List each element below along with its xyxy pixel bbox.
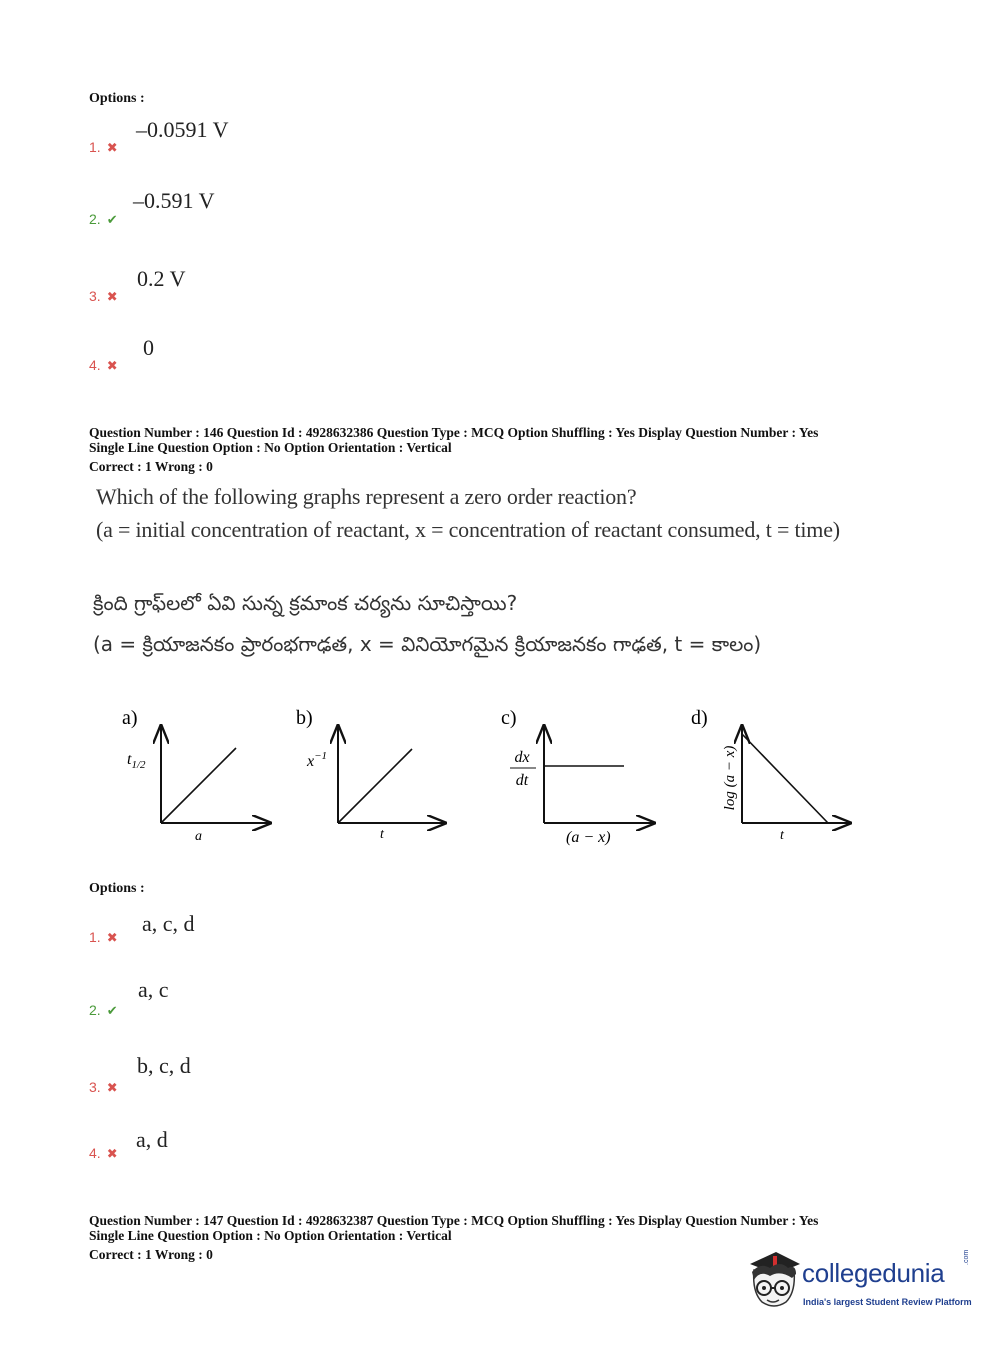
axis-label-y: log (a − x) — [722, 745, 738, 811]
graphs-figure — [100, 700, 880, 860]
question-meta — [89, 425, 818, 474]
option-number: 4. — [89, 1145, 101, 1161]
meta-line: Single Line Question Option : No Option Orientation : Vertical — [89, 1228, 452, 1243]
cross-icon: ✖ — [106, 1081, 118, 1096]
graph-letter: c) — [501, 707, 517, 729]
option-number: 4. — [89, 357, 101, 373]
option-number: 3. — [89, 288, 101, 304]
option-text: a, c, d — [142, 911, 195, 936]
option-text: –0.0591 V — [136, 117, 229, 142]
question-text-te: క్రింది గ్రాఫ్‌లలో ఏవి సున్న క్రమాంక చర్యను సూచిస్తాయి? — [93, 591, 518, 615]
axis-label-y: dx — [514, 749, 530, 766]
options-label: Options : — [89, 91, 145, 106]
option-row-2[interactable] — [89, 211, 118, 229]
meta-line: Question Number : 147 Question Id : 4928632387 Question Type : MCQ Option Shuffling : Yes Display Question Number : Yes — [89, 1213, 819, 1228]
axis-label-x: a — [195, 829, 202, 844]
cross-icon: ✖ — [106, 141, 118, 156]
question-meta — [89, 1213, 818, 1262]
option-number: 1. — [89, 929, 101, 945]
graph-b — [296, 707, 445, 842]
cross-icon: ✖ — [106, 1147, 118, 1162]
graph-letter: b) — [296, 707, 313, 729]
mascot-icon — [740, 1248, 802, 1314]
option-row-2[interactable] — [89, 1002, 118, 1020]
logo-dotcom: .com — [963, 1249, 970, 1265]
cross-icon: ✖ — [106, 931, 118, 946]
cross-icon: ✖ — [106, 290, 118, 305]
cross-icon: ✖ — [106, 359, 118, 374]
options-label: Options : — [89, 881, 145, 896]
option-text: 0.2 V — [137, 266, 186, 291]
option-text: b, c, d — [137, 1053, 191, 1078]
meta-line: Single Line Question Option : No Option Orientation : Vertical — [89, 440, 452, 455]
question-text-te: (a = క్రియాజనకం ప్రారంభగాఢత, x = వినియోగమైన క్రియాజనకం గాఢత, t = కాలం) — [93, 632, 762, 656]
graph-a — [122, 707, 270, 844]
meta-line: Correct : 1 Wrong : 0 — [89, 459, 213, 474]
option-text: –0.591 V — [133, 188, 215, 213]
axis-label-y: dt — [515, 772, 529, 789]
option-text: a, d — [136, 1127, 168, 1152]
option-row-3[interactable] — [89, 288, 118, 306]
option-number: 1. — [89, 139, 101, 155]
meta-line: Question Number : 146 Question Id : 4928632386 Question Type : MCQ Option Shuffling : Yes Display Question Number : Yes — [89, 425, 819, 440]
axis-label-x: t — [380, 827, 384, 842]
option-row-3[interactable] — [89, 1079, 118, 1097]
option-number: 3. — [89, 1079, 101, 1095]
axis-label-y: $t_{1/2}$ — [127, 751, 146, 771]
axis-label-y: $x^{-1}$ — [307, 750, 328, 770]
option-row-4[interactable] — [89, 1145, 118, 1163]
graph-letter: d) — [691, 707, 708, 729]
option-text: a, c — [138, 977, 169, 1002]
axis-label-x: (a − x) — [566, 829, 611, 846]
collegedunia-logo[interactable] — [740, 1248, 980, 1318]
logo-wordmark: collegedunia — [802, 1258, 945, 1288]
option-row-1[interactable] — [89, 139, 118, 157]
graph-letter: a) — [122, 707, 138, 729]
check-icon: ✔ — [106, 213, 118, 228]
logo-tagline: India's largest Student Review Platform — [803, 1297, 972, 1307]
option-number: 2. — [89, 1002, 101, 1018]
question-text-en: (a = initial concentration of reactant, x = concentration of reactant consumed, t = time) — [96, 517, 840, 542]
meta-line: Correct : 1 Wrong : 0 — [89, 1247, 213, 1262]
graph-d — [691, 707, 850, 843]
option-number: 2. — [89, 211, 101, 227]
option-text: 0 — [143, 335, 154, 360]
option-row-1[interactable] — [89, 929, 118, 947]
axis-label-x: t — [780, 828, 784, 843]
graph-c — [501, 707, 654, 846]
check-icon: ✔ — [106, 1004, 118, 1019]
question-text-en: Which of the following graphs represent a zero order reaction? — [96, 484, 637, 509]
option-row-4[interactable] — [89, 357, 118, 375]
